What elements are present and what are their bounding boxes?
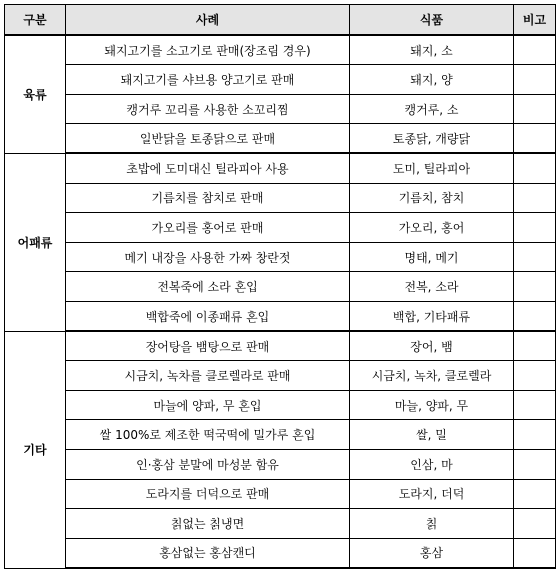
food-cell: 홍삼	[350, 538, 514, 568]
table-row	[5, 94, 556, 124]
table-header-row	[5, 5, 556, 36]
food-fraud-table	[4, 4, 556, 569]
note-cell	[514, 124, 556, 154]
case-cell: 홍삼없는 홍삼캔디	[66, 538, 350, 568]
table-row	[5, 242, 556, 272]
table-row	[5, 390, 556, 420]
table-row	[5, 301, 556, 331]
header-note: 비고	[514, 5, 556, 36]
note-cell	[514, 242, 556, 272]
table-row	[5, 538, 556, 568]
table-body	[5, 35, 556, 568]
table-row	[5, 153, 556, 183]
header-food: 식품	[350, 5, 514, 36]
note-cell	[514, 35, 556, 65]
category-cell: 육류	[5, 35, 66, 153]
note-cell	[514, 479, 556, 509]
food-cell: 백합, 기타패류	[350, 301, 514, 331]
table-row	[5, 213, 556, 243]
case-cell: 백합죽에 이종패류 혼입	[66, 301, 350, 331]
table-row	[5, 35, 556, 65]
table-row	[5, 479, 556, 509]
food-cell: 도미, 틸라피아	[350, 153, 514, 183]
case-cell: 메기 내장을 사용한 가짜 창란젓	[66, 242, 350, 272]
case-cell: 마늘에 양파, 무 혼입	[66, 390, 350, 420]
case-cell: 도라지를 더덕으로 판매	[66, 479, 350, 509]
note-cell	[514, 213, 556, 243]
food-cell: 토종닭, 개량닭	[350, 124, 514, 154]
food-cell: 마늘, 양파, 무	[350, 390, 514, 420]
food-cell: 가오리, 홍어	[350, 213, 514, 243]
note-cell	[514, 183, 556, 213]
note-cell	[514, 301, 556, 331]
table-row	[5, 361, 556, 391]
food-cell: 시금치, 녹차, 클로렐라	[350, 361, 514, 391]
food-cell: 캥거루, 소	[350, 94, 514, 124]
case-cell: 기름치를 참치로 판매	[66, 183, 350, 213]
note-cell	[514, 420, 556, 450]
case-cell: 일반닭을 토종닭으로 판매	[66, 124, 350, 154]
note-cell	[514, 65, 556, 95]
note-cell	[514, 390, 556, 420]
food-cell: 돼지, 소	[350, 35, 514, 65]
header-category: 구분	[5, 5, 66, 36]
note-cell	[514, 94, 556, 124]
note-cell	[514, 361, 556, 391]
note-cell	[514, 272, 556, 302]
case-cell: 캥거루 꼬리를 사용한 소꼬리찜	[66, 94, 350, 124]
table-row	[5, 272, 556, 302]
case-cell: 칡없는 칡냉면	[66, 509, 350, 539]
case-cell: 시금치, 녹차를 클로렐라로 판매	[66, 361, 350, 391]
table-row	[5, 450, 556, 480]
case-cell: 전복죽에 소라 혼입	[66, 272, 350, 302]
food-cell: 전복, 소라	[350, 272, 514, 302]
category-cell: 어패류	[5, 153, 66, 331]
category-cell: 기타	[5, 331, 66, 568]
note-cell	[514, 331, 556, 361]
food-cell: 칡	[350, 509, 514, 539]
note-cell	[514, 153, 556, 183]
food-cell: 기름치, 참치	[350, 183, 514, 213]
food-cell: 인삼, 마	[350, 450, 514, 480]
case-cell: 돼지고기를 소고기로 판매(장조림 경우)	[66, 35, 350, 65]
food-cell: 장어, 뱀	[350, 331, 514, 361]
table-row	[5, 420, 556, 450]
note-cell	[514, 509, 556, 539]
case-cell: 인·홍삼 분말에 마성분 함유	[66, 450, 350, 480]
note-cell	[514, 538, 556, 568]
case-cell: 쌀 100%로 제조한 떡국떡에 밀가루 혼입	[66, 420, 350, 450]
case-cell: 초밥에 도미대신 틸라피아 사용	[66, 153, 350, 183]
table-row	[5, 331, 556, 361]
header-case: 사례	[66, 5, 350, 36]
case-cell: 가오리를 홍어로 판매	[66, 213, 350, 243]
table-row	[5, 183, 556, 213]
food-cell: 돼지, 양	[350, 65, 514, 95]
food-cell: 명태, 메기	[350, 242, 514, 272]
table-row	[5, 124, 556, 154]
table-row	[5, 509, 556, 539]
food-cell: 도라지, 더덕	[350, 479, 514, 509]
note-cell	[514, 450, 556, 480]
case-cell: 돼지고기를 샤브용 양고기로 판매	[66, 65, 350, 95]
table-row	[5, 65, 556, 95]
food-cell: 쌀, 밀	[350, 420, 514, 450]
case-cell: 장어탕을 뱀탕으로 판매	[66, 331, 350, 361]
